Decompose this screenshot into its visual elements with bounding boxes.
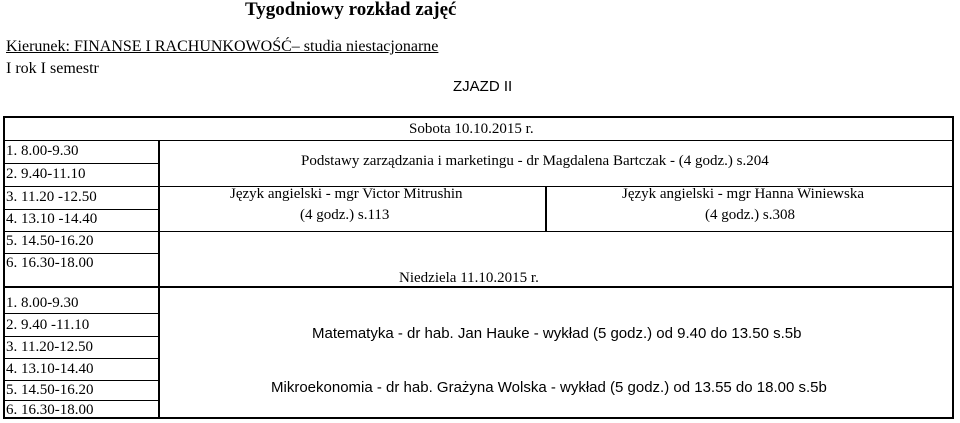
class-room: (4 godz.) s.113 [300, 207, 390, 223]
slot-line [4, 336, 159, 337]
time-slot: 6. 16.30-18.00 [6, 255, 94, 271]
page-title: Tygodniowy rozkład zajęć [245, 0, 457, 20]
time-slot: 2. 9.40-11.10 [6, 166, 86, 182]
class-room: (4 godz.) s.308 [705, 207, 795, 223]
slot-line [4, 231, 953, 232]
time-slot: 1. 8.00-9.30 [6, 295, 79, 311]
year-semester: I rok I semestr [6, 60, 99, 77]
time-slot: 1. 8.00-9.30 [6, 143, 79, 159]
slot-line [4, 209, 159, 210]
program-heading: Kierunek: FINANSE I RACHUNKOWOŚĆ– studia niestacjonarne [6, 38, 439, 55]
class-entry: Podstawy zarządzania i marketingu - dr Magdalena Bartczak - (4 godz.) s.204 [301, 153, 769, 169]
group-divider [545, 186, 547, 232]
time-slot: 3. 11.20-12.50 [6, 339, 93, 355]
class-entry: Matematyka - dr hab. Jan Hauke - wykład (5 godz.) od 9.40 do 13.50 s.5b [312, 325, 802, 342]
class-entry: Mikroekonomia - dr hab. Grażyna Wolska - wykład (5 godz.) od 13.55 do 18.00 s.5b [271, 379, 827, 396]
slot-line [4, 380, 159, 381]
time-slot: 3. 11.20 -12.50 [6, 189, 97, 205]
time-slot: 6. 16.30-18.00 [6, 402, 94, 418]
time-slot: 4. 13.10 -14.40 [6, 211, 98, 227]
session-label: ZJAZD II [453, 78, 513, 95]
slot-line [4, 313, 159, 314]
class-entry: Język angielski - mgr Victor Mitrushin [230, 186, 463, 202]
time-slot: 5. 14.50-16.20 [6, 233, 94, 249]
slot-line [4, 253, 159, 254]
time-slot: 5. 14.50-16.20 [6, 382, 94, 398]
time-slot: 4. 13.10-14.40 [6, 361, 94, 377]
saturday-header-line [4, 140, 953, 141]
class-entry: Język angielski - mgr Hanna Winiewska [622, 186, 864, 202]
sunday-label: Niedziela 11.10.2015 r. [399, 270, 539, 286]
saturday-label: Sobota 10.10.2015 r. [409, 121, 534, 137]
slot-line [4, 400, 159, 401]
slot-line [4, 163, 159, 164]
time-slot: 2. 9.40 -11.10 [6, 317, 90, 333]
slot-line [4, 358, 159, 359]
